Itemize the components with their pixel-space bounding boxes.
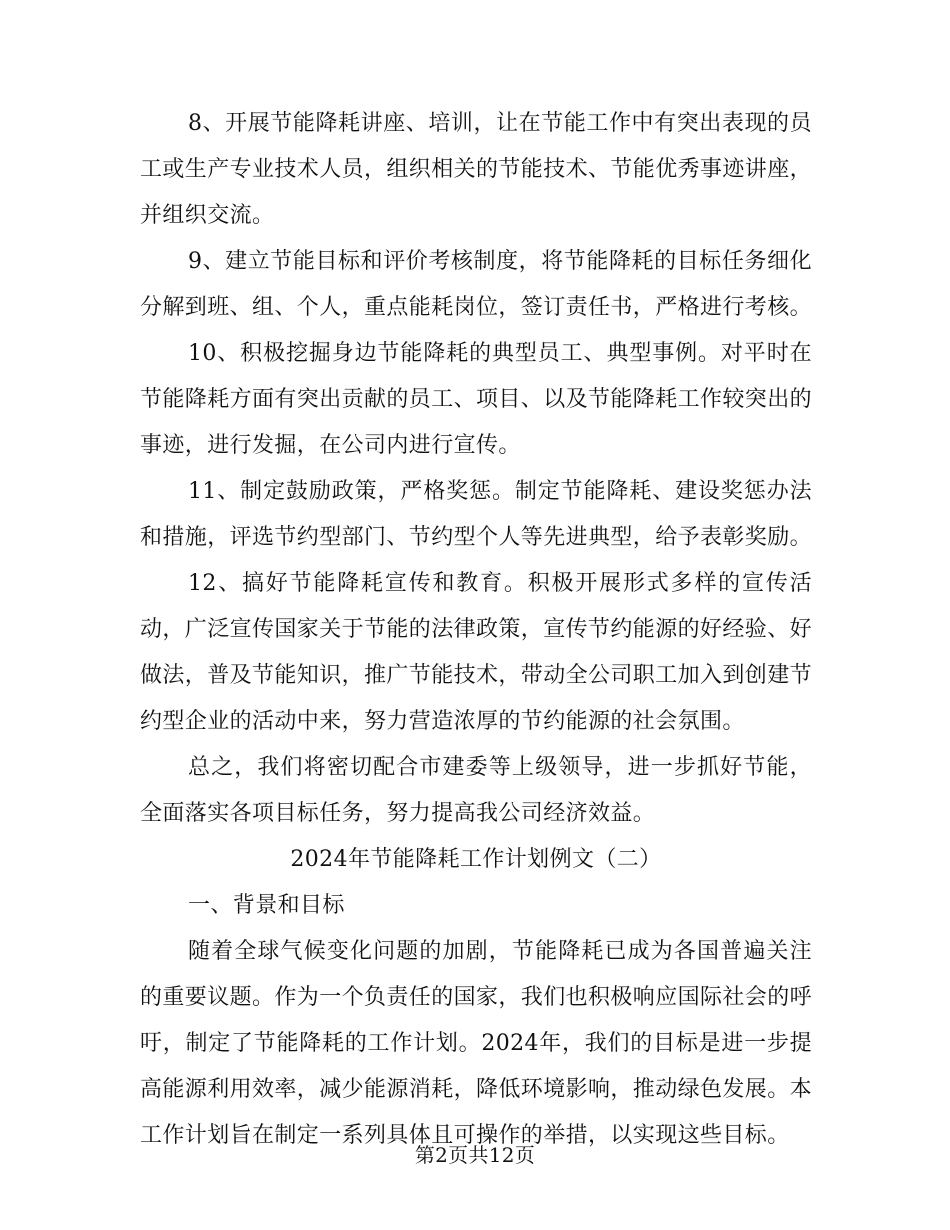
paragraph-item-12: 12、搞好节能降耗宣传和教育。积极开展形式多样的宣传活动，广泛宣传国家关于节能的法律政策，宣传节约能源的好经验、好做法，普及节能知识，推广节能技术，带动全公司职工加入到创建节约型企业的活动中来，努力营造浓厚的节约能源的社会氛围。: [140, 571, 813, 734]
paragraph-conclusion: 总之，我们将密切配合市建委等上级领导，进一步抓好节能，全面落实各项目标任务，努力提高我公司经济效益。: [140, 755, 812, 826]
paragraph-item-11: 11、制定鼓励政策，严格奖惩。制定节能降耗、建设奖惩办法和措施，评选节约型部门、节约型个人等先进典型，给予表彰奖励。: [140, 479, 813, 550]
paragraph-background: 随着全球气候变化问题的加剧，节能降耗已成为各国普遍关注的重要议题。作为一个负责任的国家，我们也积极响应国际社会的呼吁，制定了节能降耗的工作计划。2024年，我们的目标是进一步提高能源利用效率，减少能源消耗，降低环境影响，推动绿色发展。本工作计划旨在制定一系列具体且可操作的举措，以实现这些目标。: [140, 939, 813, 1148]
heading-background-goals: 一、背景和目标: [188, 893, 345, 918]
paragraph-item-9: 9、建立节能目标和评价考核制度，将节能降耗的目标任务细化分解到班、组、个人，重点能耗岗位，签订责任书，严格进行考核。: [140, 249, 813, 320]
paragraph-item-10: 10、积极挖掘身边节能降耗的典型员工、典型事例。对平时在节能降耗方面有突出贡献的员工、项目、以及节能降耗工作较突出的事迹，进行发掘，在公司内进行宣传。: [140, 341, 813, 458]
page-number: 第2页共12页: [414, 1143, 536, 1167]
page-footer: [0, 1140, 950, 1170]
document-body: [140, 101, 812, 1159]
section-title: 2024年节能降耗工作计划例文（二）: [290, 847, 662, 872]
paragraph-item-8: 8、开展节能降耗讲座、培训，让在节能工作中有突出表现的员工或生产专业技术人员，组织相关的节能技术、节能优秀事迹讲座，并组织交流。: [140, 111, 813, 228]
